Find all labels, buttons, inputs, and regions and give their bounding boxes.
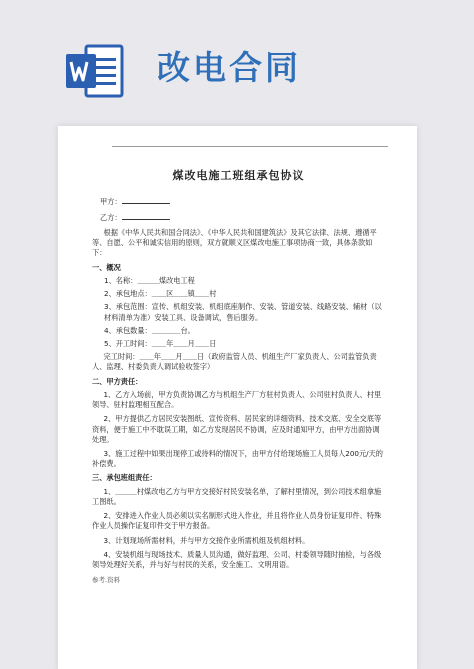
- s1-item-location: 2、承包地点：＿＿区＿＿镇＿＿村: [104, 289, 217, 299]
- section-1-heading: 一、概况: [92, 262, 121, 272]
- party-b-line: [92, 212, 385, 223]
- s2-item-1: 1、乙方入场前，甲方负责协调乙方与机组生产厂方驻村负责人、公司驻村负责人、村里领导、驻村监理相互配合。: [92, 389, 382, 410]
- s3-item-2: 2、安排进入作业人员必须以实名制形式进入作业，并且将作业人员身份证复印件、特殊作业人员操作证复印件交于甲方报备。: [92, 511, 382, 531]
- document-title: 煤改电施工班组承包协议: [172, 169, 305, 182]
- s3-item-4: 4、安装机组与现场技术、质量人员沟通，做好监理、公司、村委领导随时抽检，与各级领导处理好关系，并与好与村民的关系，安全施工、文明用语。: [92, 549, 382, 569]
- s1-item-finish: 完工时间：＿＿年＿＿月＿＿日（政府监管人员、机组生产厂家负责人、公司监管负责人、监理、村委负责人调试验收签字）: [92, 352, 377, 372]
- s1-item-start: 5、开工时间：＿＿年＿＿月＿＿日: [104, 339, 217, 349]
- top-divider: [112, 146, 388, 147]
- party-a-blank: [122, 196, 170, 204]
- s1-item-scope: 3、承包范围：宣传、机组安装、机组底座制作、安装、管道安装、线路安装、辅材（以材料清单为准）安装工具、设备调试，售后服务。: [104, 302, 382, 322]
- s1-item-name: 1、名称：＿＿＿煤改电工程: [104, 275, 195, 285]
- s3-item-1: 1、＿＿＿村煤改电乙方与甲方交接好村民安装名单，了解村里情况，到公司技术组拿施工图纸。: [92, 486, 382, 506]
- party-b-label: 乙方：: [100, 212, 122, 222]
- section-3-heading: 三、承包班组责任：: [92, 473, 157, 483]
- s2-item-2: 2、甲方提供乙方居民安装图纸、宣传资料、居民家的详细资料、技术交底、安全交底等资料，便于施工中不耽误工期，如乙方发现居民不协调，应及时通知甲方，由甲方出面协调处理。: [92, 414, 382, 444]
- word-document-icon: [64, 40, 126, 102]
- header-banner: [0, 0, 474, 120]
- section-2-heading: 二、甲方责任：: [92, 376, 143, 386]
- party-a-label: 甲方：: [100, 196, 122, 206]
- intro-paragraph: 根据《中华人民共和国合同法》、《中华人民共和国建筑法》及其它法律、法规、遵循平等、自愿、公平和诚实信用的原则，双方就顺义区煤改电施工事项协商一致，具体条款如下：: [92, 228, 377, 258]
- party-a-line: [92, 196, 385, 207]
- footer-note: 参考.资料: [92, 576, 121, 585]
- document-page: [58, 126, 417, 669]
- party-b-blank: [122, 212, 170, 220]
- s3-item-3: 3、计划现场所需材料，并与甲方交接作业所需机组及机组材料。: [103, 535, 310, 545]
- s2-item-3: 3、施工过程中如果出现停工或待料的情况下，由甲方付给现场施工人员每人200元/天的补偿费。: [92, 448, 383, 469]
- banner-title: 改电合同: [157, 48, 301, 87]
- s1-item-quantity: 4、承包数量：＿＿＿＿台。: [104, 325, 195, 335]
